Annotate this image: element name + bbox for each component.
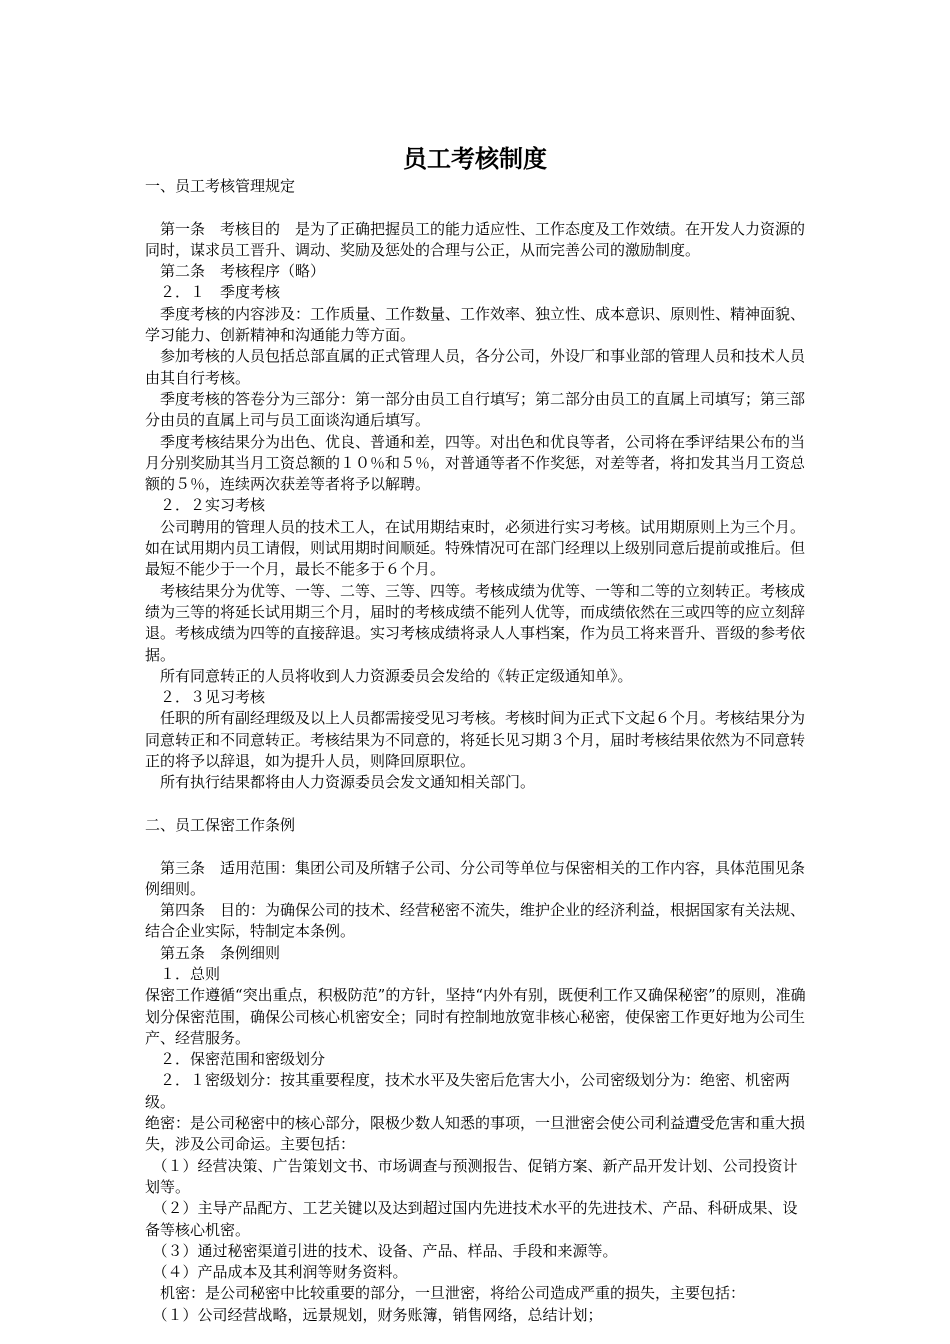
- section-heading: 一、员工考核管理规定: [145, 177, 296, 195]
- list-item: （１）经营决策、广告策划文书、市场调查与预测报告、促销方案、新产品开发计划、公司投资计划等。: [145, 1156, 798, 1196]
- paragraph: 参加考核的人员包括总部直属的正式管理人员，各分公司，外设厂和事业部的管理人员和技术人员由其自行考核。: [145, 347, 806, 387]
- subheading: ２．３见习考核: [145, 688, 266, 707]
- subheading: ２．保密范围和密级划分: [145, 1050, 326, 1069]
- document-title: 员工考核制度: [403, 145, 547, 173]
- subheading: ２．２实习考核: [145, 496, 266, 515]
- blank-line: [145, 836, 810, 857]
- paragraph: 第四条 目的：为确保公司的技术、经营秘密不流失，维护企业的经济利益，根据国家有关法规、结合企业实际，特制定本条例。: [145, 901, 806, 941]
- paragraph: 季度考核结果分为出色、优良、普通和差，四等。对出色和优良等者，公司将在季评结果公布的当月分别奖励其当月工资总额的１０％和５％，对普通等者不作奖惩，对差等者，将扣发其当月工资总额的５％，连续两次获差等者将予以解聘。: [145, 432, 806, 494]
- paragraph: 考核结果分为优等、一等、二等、三等、四等。考核成绩为优等、一等和二等的立刻转正。考核成绩为三等的将延长试用期三个月，届时的考核成绩不能列人优等，而成绩依然在三或四等的应立刻辞退。考核成绩为四等的直接辞退。实习考核成绩将录人人事档案，作为员工将来晋升、晋级的参考依据。: [145, 581, 806, 664]
- section-heading: 二、员工保密工作条例: [145, 815, 296, 834]
- blank-line: [145, 197, 810, 218]
- list-item: （３）通过秘密渠道引进的技术、设备、产品、样品、手段和来源等。: [145, 1241, 618, 1260]
- list-item: （４）产品成本及其利润等财务资料。: [145, 1263, 408, 1282]
- paragraph: 公司聘用的管理人员的技术工人，在试用期结束时，必须进行实习考核。试用期原则上为三个月。如在试用期内员工请假，则试用期时间顺延。特殊情况可在部门经理以上级别同意后提前或推后。但最短不能少于一个月，最长不能多于６个月。: [145, 517, 806, 579]
- subheading: ２．１ 季度考核: [145, 283, 281, 302]
- subheading: １．总则: [145, 964, 221, 983]
- paragraph: 所有同意转正的人员将收到人力资源委员会发给的《转正定级通知单》。: [145, 666, 633, 685]
- paragraph: 第三条 适用范围：集团公司及所辖子公司、分公司等单位与保密相关的工作内容，具体范围见条例细则。: [145, 858, 806, 898]
- paragraph: 所有执行结果都将由人力资源委员会发文通知相关部门。: [145, 773, 536, 792]
- subheading: 第五条 条例细则: [145, 943, 281, 962]
- list-item: （２）主导产品配方、工艺关键以及达到超过国内先进技术水平的先进技术、产品、科研成果、设备等核心机密。: [145, 1199, 798, 1239]
- list-item: （１）公司经营战略，远景规划，财务账簿，销售网络，总结计划；: [145, 1305, 603, 1324]
- blank-line: [145, 794, 810, 815]
- paragraph: 绝密：是公司秘密中的核心部分，限极少数人知悉的事项，一旦泄密会使公司利益遭受危害和重大损失，涉及公司命运。主要包括：: [145, 1114, 806, 1154]
- paragraph: 季度考核的内容涉及：工作质量、工作数量、工作效率、独立性、成本意识、原则性、精神面貌、学习能力、创新精神和沟通能力等方面。: [145, 304, 806, 345]
- paragraph: 季度考核的答卷分为三部分：第一部分由员工自行填写；第二部分由员工的直属上司填写；第三部分由员的直属上司与员工面谈沟通后填写。: [145, 389, 806, 430]
- paragraph: ２．１密级划分：按其重要程度，技术水平及失密后危害大小，公司密级划分为：绝密、机密两级。: [145, 1071, 791, 1111]
- paragraph: 第二条 考核程序（略）: [145, 262, 326, 281]
- paragraph: 机密：是公司秘密中比较重要的部分，一旦泄密，将给公司造成严重的损失，主要包括：: [145, 1284, 746, 1303]
- paragraph: 保密工作遵循“突出重点，积极防范”的方针，坚持“内外有别，既便利工作又确保秘密”的原则，准确划分保密范围，确保公司核心机密安全；同时有控制地放宽非核心秘密，使保密工作更好地为公司生产、经营服务。: [145, 986, 806, 1047]
- paragraph: 任职的所有副经理级及以上人员都需接受见习考核。考核时间为正式下文起６个月。考核结果分为同意转正和不同意转正。考核结果为不同意的，将延长见习期３个月，届时考核结果依然为不同意转正的将予以辞退，如为提升人员，则降回原职位。: [145, 709, 806, 771]
- document-body: [145, 176, 810, 1326]
- paragraph: 第一条 考核目的 是为了正确把握员工的能力适应性、工作态度及工作效绩。在开发人力资源的同时，谋求员工晋升、调动、奖励及惩处的合理与公正，从而完善公司的激励制度。: [145, 219, 806, 259]
